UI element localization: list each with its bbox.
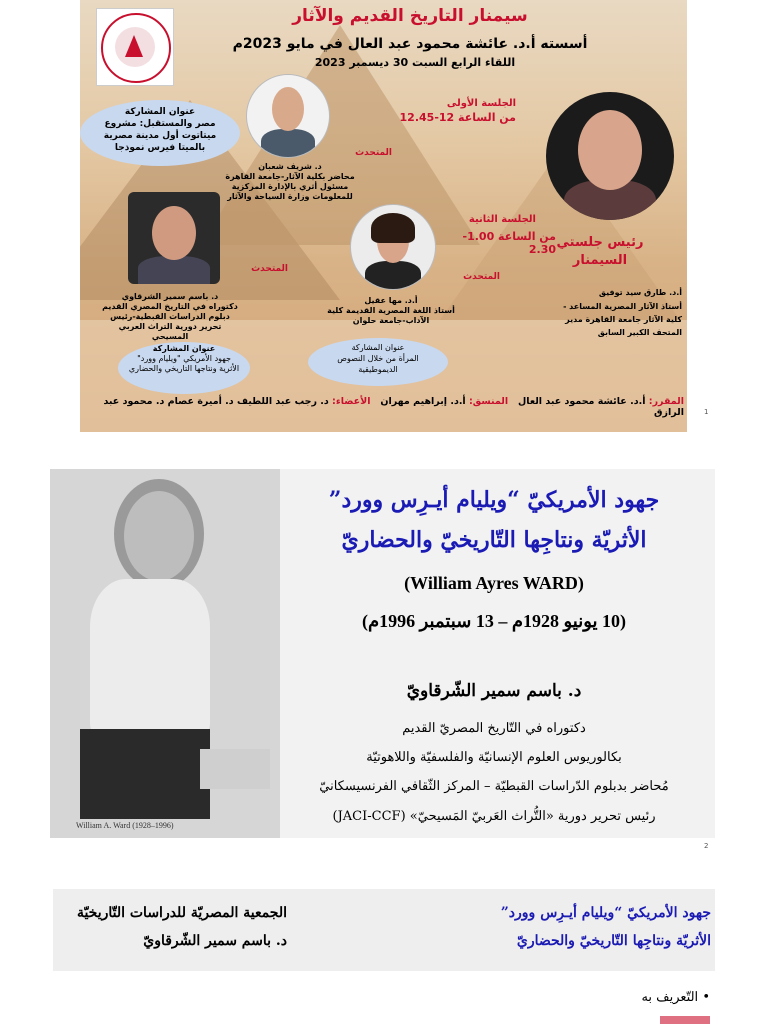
author-credential-1: دكتوراه في التّاريخ المصريّ القديم [402,721,586,736]
speaker3-name: أ.د. مها عقيل [364,296,418,305]
seminar-committee [84,396,684,418]
seminar-meeting-date: اللقاء الرابع السبت 30 ديسمبر 2023 [314,56,516,69]
speaker1-info: محاضر بكلية الآثار-جامعة القاهرة مسئول أثري بالإدارة المركزية للمعلومات وزارة السياحة والآثار [225,172,355,201]
chair-title: رئيس جلستي السيمنار [556,235,644,268]
chair-photo [546,92,674,220]
page-number: 1 [704,408,709,416]
ward-photo-caption: William A. Ward (1928–1996) [76,821,174,830]
bullet-text: التّعريف به [641,990,699,1005]
author-credential-3: مُحاضر بدبلوم الدّراسات القبطيّة – المركز الثّقافي الفرنسيسكانيّ [319,779,669,794]
footer-label-rapporteur: المقرر: [648,396,684,407]
speaker3-label: المتحدث [463,272,500,282]
author-credential-4: رئيس تحرير دورية «التُّراث العَربيّ المَسيحيّ» (JACI-CCF) [332,809,656,824]
speaker3-photo [350,204,436,290]
page-number: 2 [704,842,709,850]
bullet-item [560,990,710,1005]
chair-info: أستاذ الآثار المصرية المساعد - كلية الآثار جامعة القاهرة مدير المتحف الكبير السابق [563,302,682,337]
english-name: (William Ayres WARD) [404,573,584,593]
speaker1-photo [246,74,330,158]
society-logo [96,8,174,86]
slide-title-line1: جهود الأمريكيّ “ويليام أيـرِس وورد” [328,487,660,513]
author-credential-2: بكالوريوس العلوم الإنسانيّة والفلسفيّة واللاهوتيّة [366,750,622,765]
society-name: الجمعية المصريّة للدراسات التّاريخيّة [76,905,287,921]
session2-label: الجلسة الثانية [468,214,536,225]
seminar-founder: أسسته أ.د. عائشة محمود عبد العال في مايو 2023م [232,36,588,52]
cutoff-red-text [660,1016,710,1024]
title-slide [50,469,715,838]
chair-name: أ.د. طارق سيد توفيق [598,288,682,297]
speaker2-name: د. باسم سمير الشرقاوي [121,292,219,301]
seminar-title: سيمنار التاريخ القديم والآثار [292,6,528,26]
topic3-label: عنوان المشاركة [351,343,405,352]
author-name: د. باسم سمير الشّرقاويّ [406,681,582,701]
session1-time: من الساعة 12-12.45 [399,111,516,124]
footer-label-coordinator: المنسق: [469,396,509,407]
topic1-bubble [80,100,240,166]
life-dates: (10 يونيو 1928م – 13 سبتمبر 1996م) [361,611,627,631]
footer-coordinator: أ.د. إبراهيم مهران [380,396,466,407]
speaker2-photo [128,192,220,284]
footer-label-members: الأعضاء: [332,396,371,407]
topic2-bubble [118,342,250,394]
topic2-text: جهود الأمريكي "ويليام وورد" الأثرية ونتاجها التاريخي والحضاري [128,354,240,373]
ward-portrait-photo [50,469,280,838]
topic1-label: عنوان المشاركة [124,107,196,117]
speaker3-info: أستاذ اللغة المصرية القديمة كلية الآداب-جامعة حلوان [327,306,455,325]
topic3-bubble [308,338,448,386]
speaker2-label: المتحدث [251,264,288,274]
bullet-dot: • [698,990,710,1005]
seminar-poster-slide [80,0,687,432]
topic3-text: المرأة من خلال النصوص الديموطيقية [337,354,419,374]
speaker1-label: المتحدث [355,148,392,158]
session2-time: من الساعة 1.00- 2.30 [462,230,556,256]
header-title-line2: الأثريّة ونتاجِها التّاريخيّ والحضاريّ [516,933,711,949]
content-slide-header [53,889,715,971]
slide-title-line2: الأثريّة ونتاجِها التّاريخيّ والحضاريّ [341,527,647,553]
topic1-text: مصر والمستقبل: مشروع ميتاتوت أول مدينة مصرية بالميتا فيرس نموذجا [103,119,217,153]
footer-members: د. رجب عبد اللطيف د. أميرة عصام د. محمود عبد الرازق [103,396,684,418]
footer-rapporteur: أ.د. عائشة محمود عبد العال [518,396,646,407]
session1-label: الجلسة الأولى [446,98,516,109]
header-title-line1: جهود الأمريكيّ “ويليام أيـرِس وورد” [500,905,711,921]
speaker2-info: دكتوراه في التاريخ المصري القديم دبلوم الدراسات القبطية-رئيس تحرير دورية التراث العربي المسيحي [102,302,238,341]
header-author: د. باسم سمير الشّرقاويّ [143,933,287,949]
topic2-label: عنوان المشاركة [152,344,216,353]
speaker1-name: د. شريف شعبان [258,162,322,171]
